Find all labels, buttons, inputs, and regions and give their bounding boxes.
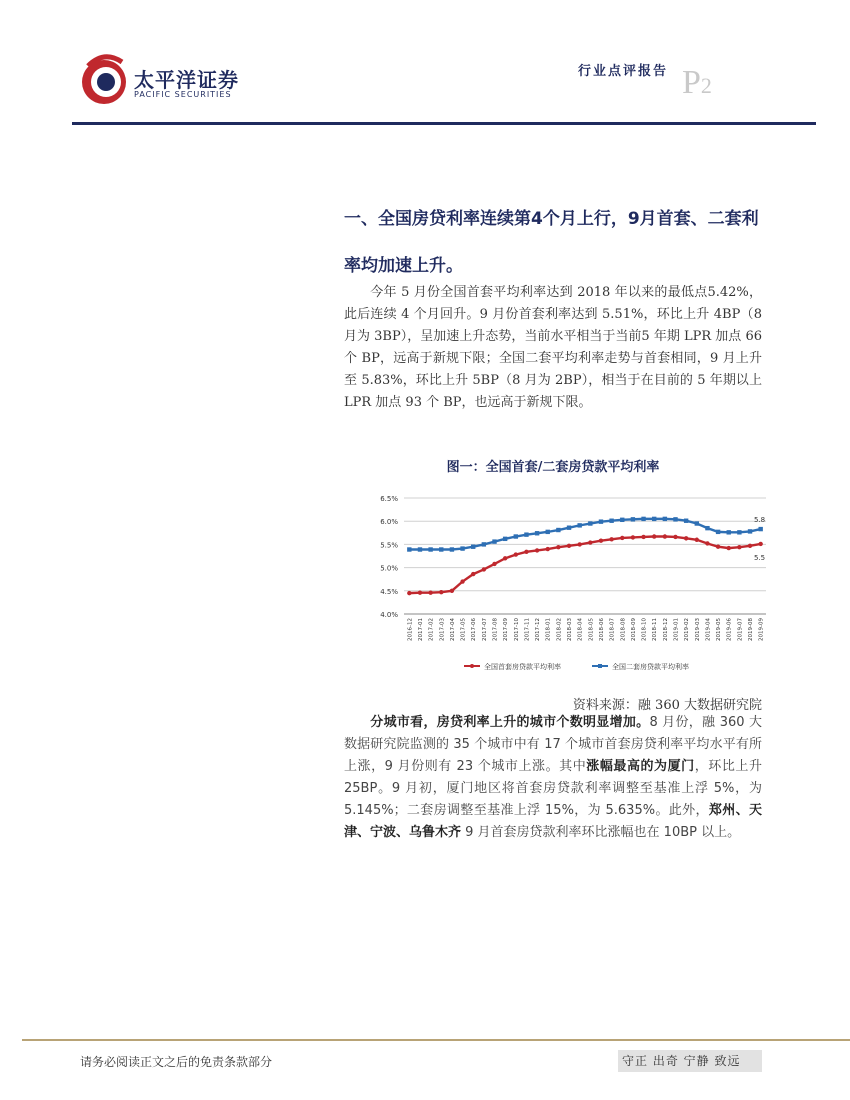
data-point — [663, 517, 667, 521]
data-point — [556, 545, 560, 549]
data-point — [631, 535, 635, 539]
data-point — [439, 547, 443, 551]
header-divider — [72, 122, 816, 125]
x-tick-label: 2017-06 — [471, 618, 478, 641]
data-point — [546, 530, 550, 534]
x-tick-label: 2018-03 — [567, 618, 574, 641]
x-tick-label: 2018-02 — [556, 618, 563, 641]
footer-divider — [22, 1039, 850, 1041]
x-tick-label: 2019-07 — [737, 618, 744, 641]
data-point — [673, 517, 677, 521]
legend-marker — [470, 664, 474, 668]
data-point — [556, 528, 560, 532]
end-label-second: 5.8 — [754, 516, 766, 525]
data-point — [727, 530, 731, 534]
data-point — [471, 572, 475, 576]
x-tick-label: 2018-09 — [630, 618, 637, 641]
data-point — [652, 517, 656, 521]
x-tick-label: 2017-01 — [417, 618, 424, 641]
y-tick-label: 4.0% — [380, 611, 398, 619]
logo-name: 太平洋证券 — [134, 68, 239, 92]
x-tick-label: 2018-01 — [545, 618, 552, 641]
data-point — [684, 536, 688, 540]
y-tick-label: 4.5% — [380, 587, 398, 596]
data-point — [535, 548, 539, 552]
data-point — [705, 541, 709, 545]
chart-title: 图一：全国首套/二套房贷款平均利率 — [446, 460, 660, 475]
data-point — [567, 544, 571, 548]
data-point — [748, 544, 752, 548]
data-point — [620, 518, 624, 522]
x-tick-label: 2019-03 — [694, 618, 701, 641]
data-point — [577, 542, 581, 546]
data-point — [439, 590, 443, 594]
data-point — [492, 562, 496, 566]
legend-label: 全国二套房贷款平均利率 — [612, 663, 689, 671]
chart-series — [407, 516, 765, 595]
y-tick-label: 5.0% — [380, 564, 398, 573]
legend-label: 全国首套房贷款平均利率 — [484, 663, 561, 671]
data-point — [492, 539, 496, 543]
x-tick-label: 2019-05 — [716, 618, 723, 641]
x-tick-label: 2018-05 — [588, 618, 595, 641]
body-paragraph-2 — [344, 712, 762, 844]
data-point — [673, 535, 677, 539]
data-point — [471, 545, 475, 549]
x-tick-label: 2017-09 — [503, 618, 510, 641]
data-point — [428, 547, 432, 551]
data-point — [418, 590, 422, 594]
end-label-first: 5.5 — [754, 553, 766, 562]
x-tick-label: 2018-06 — [598, 618, 605, 641]
data-point — [737, 530, 741, 534]
para2-text-2: ，环比上升 25BP。9 月初，厦门地区将首套房贷款利率调整至基准上浮 5%，为 5.145%；二套房调整至基准上浮 15%，为 5.635%。此外， — [344, 759, 762, 818]
data-point — [524, 532, 528, 536]
data-point — [641, 535, 645, 539]
para2-text-1: 8 月份，融 360 大数据研究院监测的 35 个城市中有 17 个城市首套房贷利率平均水平有所上涨，9 月份则有 23 个城市上涨。其中 — [344, 715, 762, 774]
x-tick-label: 2017-03 — [439, 618, 446, 641]
data-point — [663, 534, 667, 538]
data-point — [535, 531, 539, 535]
data-point — [684, 519, 688, 523]
data-point — [716, 530, 720, 534]
data-point — [460, 579, 464, 583]
para2-text-3: 9 月首套房贷款利率环比涨幅也在 10BP 以上。 — [461, 825, 741, 840]
data-point — [695, 521, 699, 525]
data-point — [514, 552, 518, 556]
y-tick-label: 6.5% — [380, 495, 398, 503]
legend-marker — [598, 664, 602, 668]
data-point — [631, 517, 635, 521]
data-point — [450, 589, 454, 593]
para2-bold-3: 郑州、天津、宁波、乌鲁木齐 — [344, 803, 762, 840]
chart-legend — [464, 662, 689, 671]
x-tick-label: 2018-10 — [641, 618, 648, 641]
chart-y-ticks — [380, 495, 398, 619]
paragraph-1-text: 今年 5 月份全国首套平均利率达到 2018 年以来的最低点5.42%，此后连续 4 个月回升。9 月份首套利率达到 5.51%，环比上升 4BP（8 月为 3BP），呈加速上升态势，当前水平相当于当前5 年期 LPR 加点 66 个 BP，远高于新规下限；全国二套平均利率走势与首套相同，9 月上升至 5.83%，环比上升 5BP（8 月为 2BP），相当于在目前的 5 年期以上 LPR 加点 93 个 BP，也远高于新规下限。 — [344, 285, 762, 410]
data-point — [588, 521, 592, 525]
data-point — [716, 545, 720, 549]
data-point — [737, 545, 741, 549]
x-tick-label: 2017-11 — [524, 618, 531, 641]
x-tick-label: 2017-02 — [428, 618, 435, 641]
data-point — [599, 538, 603, 542]
page-number — [682, 66, 712, 100]
data-point — [450, 547, 454, 551]
report-type-label: 行业点评报告 — [578, 64, 669, 79]
data-point — [727, 546, 731, 550]
chart-source: 资料来源：融 360 大数据研究院 — [572, 698, 762, 713]
x-tick-label: 2018-07 — [609, 618, 616, 641]
data-point — [609, 537, 613, 541]
logo-english-name: PACIFIC SECURITIES — [134, 90, 232, 99]
data-point — [503, 556, 507, 560]
section-heading: 一、全国房贷利率连续第4个月上行，9月首套、二套利率均加速上升。 — [344, 209, 759, 276]
x-tick-label: 2017-04 — [449, 618, 456, 641]
x-tick-label: 2019-06 — [726, 618, 733, 641]
footer-motto: 守正 出奇 宁静 致远 — [618, 1050, 762, 1072]
data-point — [567, 525, 571, 529]
x-tick-label: 2017-07 — [481, 618, 488, 641]
chart-x-ticks — [407, 618, 764, 641]
x-tick-label: 2017-12 — [535, 618, 542, 641]
data-point — [460, 546, 464, 550]
data-point — [577, 523, 581, 527]
data-point — [705, 526, 709, 530]
y-tick-label: 5.5% — [380, 541, 398, 550]
footer-disclaimer: 请务必阅读正文之后的免责条款部分 — [80, 1055, 273, 1069]
data-point — [758, 527, 762, 531]
data-point — [407, 547, 411, 551]
x-tick-label: 2019-04 — [705, 618, 712, 641]
data-point — [695, 538, 699, 542]
y-tick-label: 6.0% — [380, 518, 398, 527]
data-point — [524, 550, 528, 554]
x-tick-label: 2019-08 — [748, 618, 755, 641]
data-point — [609, 519, 613, 523]
para2-lead: 分城市看，房贷利率上升的城市个数明显增加。 — [370, 715, 650, 730]
data-point — [641, 517, 645, 521]
data-point — [418, 547, 422, 551]
rate-line-chart — [360, 486, 770, 676]
data-point — [514, 534, 518, 538]
x-tick-label: 2017-05 — [460, 618, 467, 641]
page-letter: P — [682, 64, 701, 101]
x-tick-label: 2018-12 — [662, 618, 669, 641]
x-tick-label: 2019-02 — [684, 618, 691, 641]
data-point — [407, 591, 411, 595]
pacific-logo-icon — [78, 44, 130, 114]
data-point — [620, 536, 624, 540]
data-point — [599, 519, 603, 523]
data-point — [588, 540, 592, 544]
data-point — [652, 534, 656, 538]
para2-bold-2: 涨幅最高的为厦门 — [586, 759, 695, 774]
data-point — [503, 537, 507, 541]
x-tick-label: 2018-08 — [620, 618, 627, 641]
data-point — [758, 542, 762, 546]
body-paragraph-1 — [344, 282, 762, 414]
company-logo — [78, 44, 248, 114]
x-tick-label: 2018-04 — [577, 618, 584, 641]
page-number-value: 2 — [700, 73, 712, 98]
data-point — [428, 590, 432, 594]
x-tick-label: 2018-11 — [652, 618, 659, 641]
x-tick-label: 2016-12 — [407, 618, 414, 641]
x-tick-label: 2017-08 — [492, 618, 499, 641]
x-tick-label: 2017-10 — [513, 618, 520, 641]
data-point — [546, 547, 550, 551]
chart-gridlines — [404, 498, 766, 614]
data-point — [482, 567, 486, 571]
data-point — [482, 542, 486, 546]
x-tick-label: 2019-01 — [673, 618, 680, 641]
data-point — [748, 529, 752, 533]
x-tick-label: 2019-09 — [758, 618, 765, 641]
